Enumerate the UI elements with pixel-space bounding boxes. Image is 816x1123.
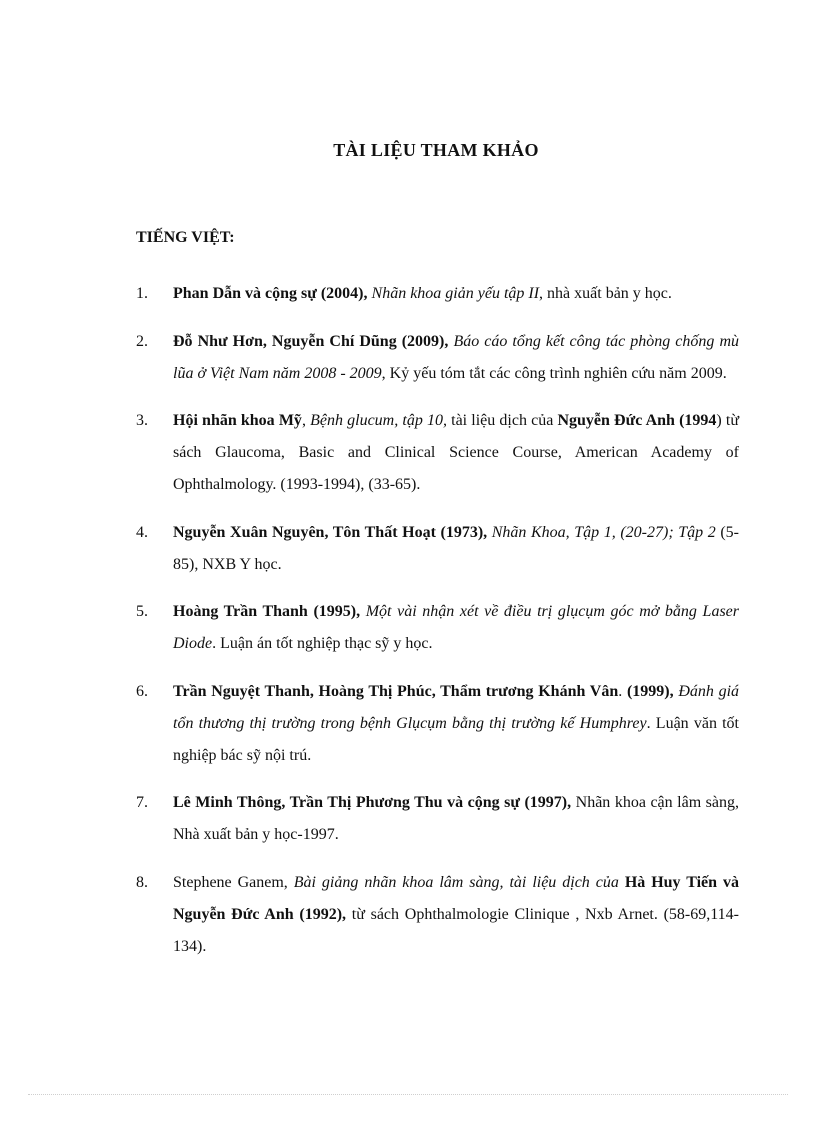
reference-text	[173, 603, 739, 652]
reference-segment: Bệnh glucum, tập 10,	[310, 412, 447, 429]
reference-segment: từ sách Ophthalmologie Clinique , Nxb Arnet. (58-69,114-134).	[173, 905, 739, 955]
reference-list	[136, 278, 739, 978]
reference-segment: . Luận án tốt nghiệp thạc sỹ y học.	[212, 635, 433, 652]
reference-text	[173, 524, 739, 573]
reference-segment: Báo cáo tổng kết công tác phòng chống mù lũa ở Việt Nam năm 2008 - 2009	[173, 332, 740, 382]
reference-number: 3.	[136, 412, 148, 429]
reference-item	[136, 517, 739, 581]
reference-segment: , Kỷ yếu tóm tắt các công trình nghiên cứu năm 2009.	[381, 364, 727, 382]
reference-text	[173, 794, 739, 843]
reference-text	[173, 874, 739, 955]
page-title: TÀI LIỆU THAM KHẢO	[333, 140, 539, 160]
reference-segment: Đỗ Như Hơn, Nguyễn Chí Dũng (2009),	[173, 332, 449, 350]
reference-segment: Stephene Ganem,	[173, 873, 294, 891]
reference-segment: (5-85), NXB Y học.	[173, 523, 739, 573]
reference-number: 4.	[136, 523, 148, 541]
reference-item	[136, 867, 739, 963]
reference-segment: Phan Dẫn và cộng sự (2004),	[173, 285, 368, 302]
section-heading: TIẾNG VIỆT:	[136, 229, 235, 246]
reference-item	[136, 596, 739, 660]
reference-segment: Đánh giá tổn thương thị trường trong bệnh Glụcụm bằng thị trường kế Humphrey	[173, 682, 740, 732]
reference-segment: tài liệu dịch của	[446, 412, 558, 429]
reference-segment: Nhãn Khoa, Tập 1, (20-27); Tập 2	[491, 523, 716, 541]
reference-text	[173, 333, 739, 382]
reference-item	[136, 326, 739, 390]
reference-segment: .	[618, 682, 627, 700]
reference-text	[173, 285, 672, 302]
reference-segment: Lê Minh Thông, Trần Thị Phương Thu và cộng sự (1997),	[173, 794, 572, 811]
reference-number: 2.	[136, 332, 148, 350]
reference-item	[136, 676, 739, 772]
reference-item	[136, 405, 739, 501]
reference-item	[136, 787, 739, 851]
reference-segment: (1999),	[626, 682, 674, 700]
reference-segment: Nguyễn Đức Anh (1994	[557, 412, 717, 429]
reference-segment: Nhãn khoa cận lâm sàng, Nhà xuất bản y học-1997.	[173, 794, 740, 843]
reference-number: 8.	[136, 873, 148, 891]
reference-segment: Một vài nhận xét về điều trị glụcụm góc mở bằng Laser Diode	[173, 603, 739, 652]
reference-segment: Trần Nguyệt Thanh, Hoàng Thị Phúc, Thẩm trương Khánh Vân	[173, 682, 619, 700]
reference-number: 6.	[136, 682, 148, 700]
reference-item	[136, 278, 739, 310]
reference-segment: Nhãn khoa giản yếu tập II	[371, 285, 540, 302]
reference-segment: Hà Huy Tiến và Nguyễn Đức Anh (1992),	[173, 873, 739, 923]
reference-text	[173, 683, 739, 764]
footer-divider	[28, 1094, 788, 1095]
reference-segment: ,	[301, 412, 311, 429]
reference-segment: ) từ sách Glaucoma, Basic and Clinical Science Course, American Academy of Ophthalmology. (1993-1994), (33-65).	[173, 412, 740, 493]
reference-segment: , nhà xuất bản y học.	[539, 285, 672, 302]
reference-number: 7.	[136, 794, 148, 811]
reference-segment: Hội nhãn khoa Mỹ	[173, 412, 302, 429]
reference-segment: . Luận văn tốt nghiệp bác sỹ nội trú.	[173, 714, 740, 764]
reference-number: 1.	[136, 285, 148, 302]
reference-number: 5.	[136, 603, 148, 620]
reference-segment: Bài giảng nhãn khoa lâm sàng, tài liệu dịch của	[293, 873, 625, 891]
reference-segment: Nguyễn Xuân Nguyên, Tôn Thất Hoạt (1973),	[173, 523, 488, 541]
reference-segment: Hoàng Trần Thanh (1995),	[173, 603, 361, 620]
reference-text	[173, 412, 739, 493]
